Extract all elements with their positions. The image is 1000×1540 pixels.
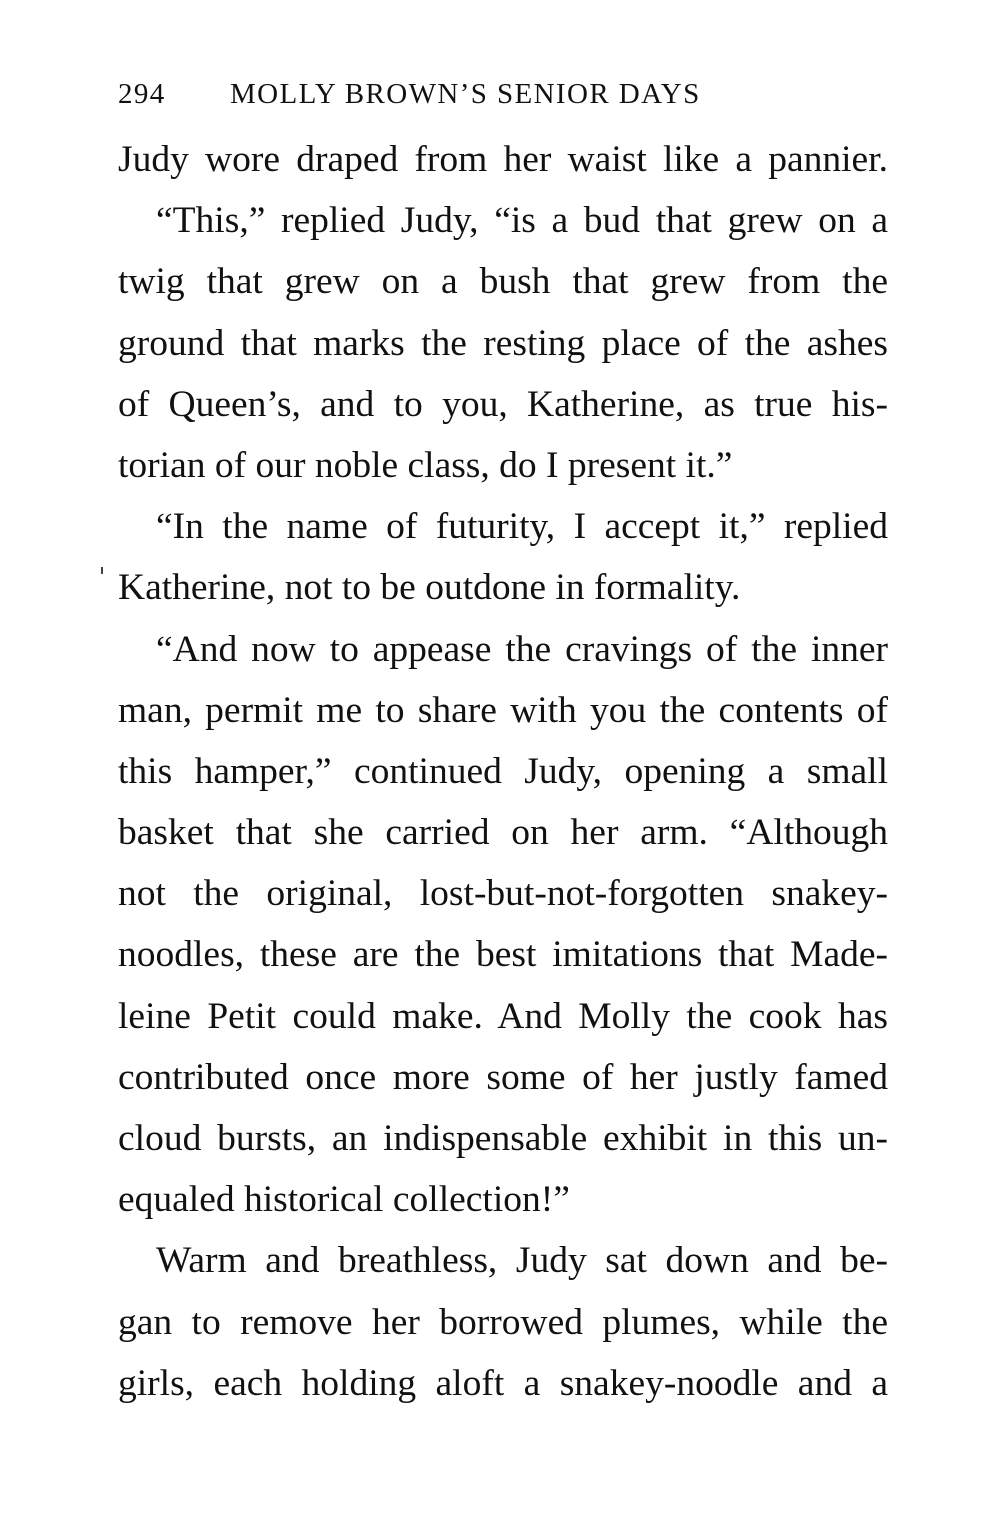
text-line: equaled historical collection!” — [118, 1179, 570, 1221]
text-line: girls, each holding aloft a snakey-noodle and a — [118, 1362, 888, 1404]
text-line: torian of our noble class, do I present it.” — [118, 444, 733, 486]
text-line: Warm and breathless, Judy sat down and be- — [156, 1240, 888, 1282]
text-line: Katherine, not to be outdone in formality. — [118, 567, 741, 609]
text-line: noodles, these are the best imitations that Made- — [118, 934, 888, 976]
text-line: man, permit me to share with you the contents of — [118, 689, 888, 731]
text-line: cloud bursts, an indispensable exhibit in this un- — [118, 1118, 888, 1159]
page-number: 294 — [118, 78, 166, 110]
running-head — [118, 72, 888, 116]
text-line: Judy wore draped from her waist like a pannier. — [118, 139, 888, 180]
text-line: twig that grew on a bush that grew from the — [118, 261, 888, 303]
margin-ink-mark — [101, 567, 103, 574]
text-line: of Queen’s, and to you, Katherine, as true his- — [118, 383, 888, 425]
text-line: “And now to appease the cravings of the inner — [156, 628, 888, 670]
text-line: contributed once more some of her justly famed — [118, 1056, 888, 1098]
text-line: basket that she carried on her arm. “Although — [118, 812, 888, 854]
text-line: leine Petit could make. And Molly the cook has — [118, 995, 888, 1037]
text-line: “This,” replied Judy, “is a bud that grew on a — [156, 200, 888, 242]
body-text — [118, 129, 888, 1414]
text-line: this hamper,” continued Judy, opening a small — [118, 750, 888, 792]
text-line: ground that marks the resting place of the ashes — [118, 322, 888, 364]
running-title: MOLLY BROWN’S SENIOR DAYS — [230, 78, 701, 110]
text-line: “In the name of futurity, I accept it,” replied — [156, 506, 888, 548]
text-line: not the original, lost-but-not-forgotten snakey- — [118, 873, 888, 915]
text-line: gan to remove her borrowed plumes, while the — [118, 1301, 888, 1343]
